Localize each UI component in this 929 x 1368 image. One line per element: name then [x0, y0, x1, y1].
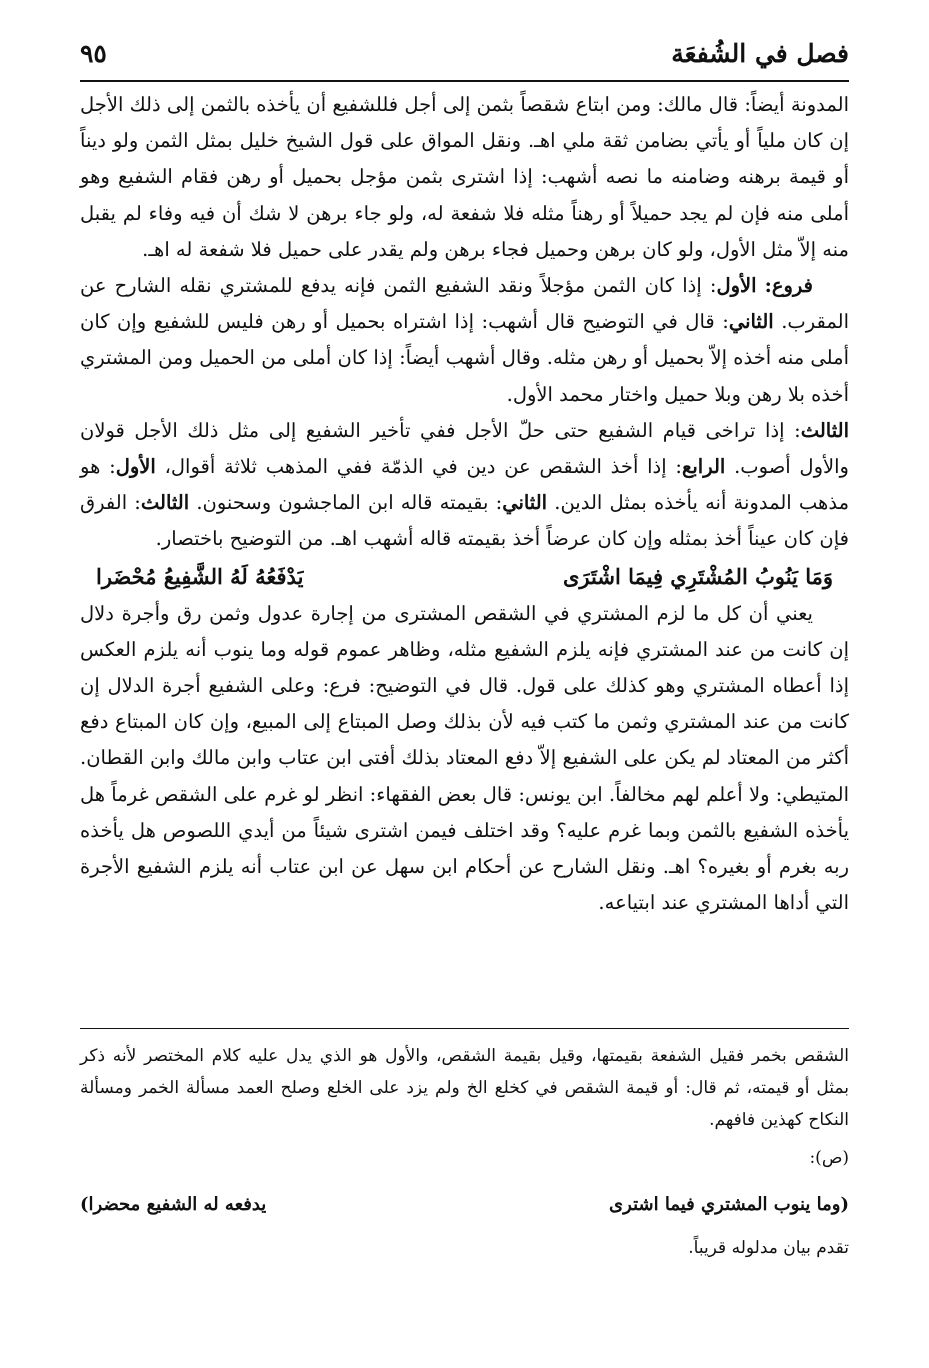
footnote-label: (ص): [809, 1148, 849, 1168]
paragraph-1: المدونة أيضاً: قال مالك: ومن ابتاع شقصاً بثمن إلى أجل فللشفيع أن يأخذه بالثمن إلى ذلك الأجل إن كان ملياً أو يأتي بضامن ثقة ملي اهـ. ونقل المواق على قول الشيخ خليل بمثل الثمن ولو ديناً أو قيمة برهنه وضامنه ما نصه أشهب: إذا اشترى بثمن مؤجل بحميل أو رهن فقام الشفيع وهو أملى منه فإن لم يجد حميلاً أو رهناً مثله فلا شفعة له، ولو جاء برهن لا شك أن فيه وفاء لم يقبل منه إلاّ مثل الأول، ولو كان برهن وحميل فجاء برهن ولم يقدر على حميل فلا شفعة له اهـ. [80, 93, 849, 261]
page-header [80, 34, 849, 78]
label-first-2: الأول [115, 455, 156, 479]
verse-second-hemistich: يَدْفَعُهُ لَهُ الشَّفِيعُ مُحْضَرا [96, 563, 304, 589]
paragraph-4: يعني أن كل ما لزم المشتري في الشقص المشترى من إجارة عدول وثمن رق وأجرة دلال إن كانت من عند المشتري فإنه يلزم الشفيع مثله، وظاهر عموم قوله وما ينوب أنه يلزم العكس إذا أعطاه المشتري وهو كذلك على قول. قال في التوضيح: فرع: وعلى الشفيع أجرة الدلال إن كانت من عند المشتري وثمن ما كتب فيه لأن بذلك وصل المبتاع إلى المبيع، وإن كان المبتاع دفع أكثر من المعتاد لم يكن على الشفيع إلاّ دفع المعتاد بذلك أفتى ابن عتاب وابن مالك وابن القطان. المتيطي: ولا أعلم لهم مخالفاً. ابن يونس: قال بعض الفقهاء: انظر لو غرم على الشقص غرماً هل يأخذه الشفيع بالثمن وبما غرم عليه؟ وقد اختلف فيمن اشترى شيئاً من أيدي اللصوص هل يأخذه ربه بغرم أو بغيره؟ اهـ. ونقل الشارح عن أحكام ابن سهل عن ابن عتاب أنه يلزم الشفيع الأجرة التي أداها المشتري عند ابتياعه. [80, 601, 849, 915]
label-fourth: الرابع [681, 455, 726, 479]
paragraph-3-text-c: : هو مذهب المدونة أنه يأخذه بمثل الدين. [80, 455, 850, 515]
footnote-verse-line [80, 1188, 849, 1222]
paragraph-2-text-b: : قال في التوضيح قال أشهب: إذا اشتراه بحميل أو رهن فليس للشفيع وإن كان أملى منه أخذه إلاّ بحميل أو رهن مثله. وقال أشهب أيضاً: إذا كان أملى من الحميل ومن المشتري أخذه بلا رهن وبلا حميل واختار محمد الأول. [80, 310, 849, 406]
header-divider [80, 80, 849, 82]
verse-line [80, 558, 849, 596]
paragraph-3-text-e: : الفرق فإن كان عيناً أخذ بمثله وإن كان عرضاً أخذ بقيمته قاله أشهب اهـ. من التوضيح باختصار. [80, 491, 849, 551]
running-title: فصل في الشُفعَة [671, 39, 849, 68]
label-first: الأول [716, 274, 757, 298]
paragraph-3-text-a: : إذا تراخى قيام الشفيع حتى حلّ الأجل ففي تأخير الشفيع إلى مثل ذلك الأجل قولان والأول أصوب. [80, 418, 849, 479]
branches-heading: فروع: [764, 274, 813, 298]
label-second: الثاني [728, 310, 774, 334]
paragraph-2-text-a: : إذا كان الثمن مؤجلاً ونقد الشفيع الثمن فإنه يدفع للمشتري نقله الشارح عن المقرب. [80, 274, 849, 334]
paragraph-3 [80, 413, 849, 558]
paragraph-3-text-d: : بقيمته قاله ابن الماجشون وسحنون. [196, 491, 503, 515]
label-third: الثالث [800, 418, 849, 442]
label-second-2: الثاني [502, 491, 548, 515]
verse-first-hemistich: وَمَا يَنُوبُ المُشْتَرِي فِيمَا اشْتَرَى [562, 563, 833, 589]
paragraph-2 [80, 268, 849, 413]
footnote-paragraph-2: تقدم بيان مدلوله قريباً. [688, 1238, 849, 1258]
paragraph-3-text-b: : إذا أخذ الشقص عن دين في الذمّة ففي المذهب ثلاثة أقوال، [164, 455, 682, 479]
footnote-paragraph-1: الشقص بخمر فقيل الشفعة بقيمتها، وقيل بقيمة الشقص، والأول هو الذي يدل عليه كلام المختصر لأنه ذكر بمثل أو قيمته، ثم قال: أو قيمة الشقص في كخلع الخ ولم يزد على الخلع وصلح العمد مسألة الخمر ومسألة النكاح كهذين فافهم. [80, 1046, 849, 1130]
main-text [80, 87, 849, 921]
footnote-verse-second: يدفعه له الشفيع محضرا) [80, 1194, 267, 1215]
label-third-2: الثالث [140, 491, 190, 515]
page-number: ٩٥ [80, 39, 107, 68]
footnote-section [80, 1040, 849, 1264]
footnote-divider [80, 1028, 849, 1029]
footnote-verse-first: (وما ينوب المشتري فيما اشترى [609, 1194, 849, 1215]
